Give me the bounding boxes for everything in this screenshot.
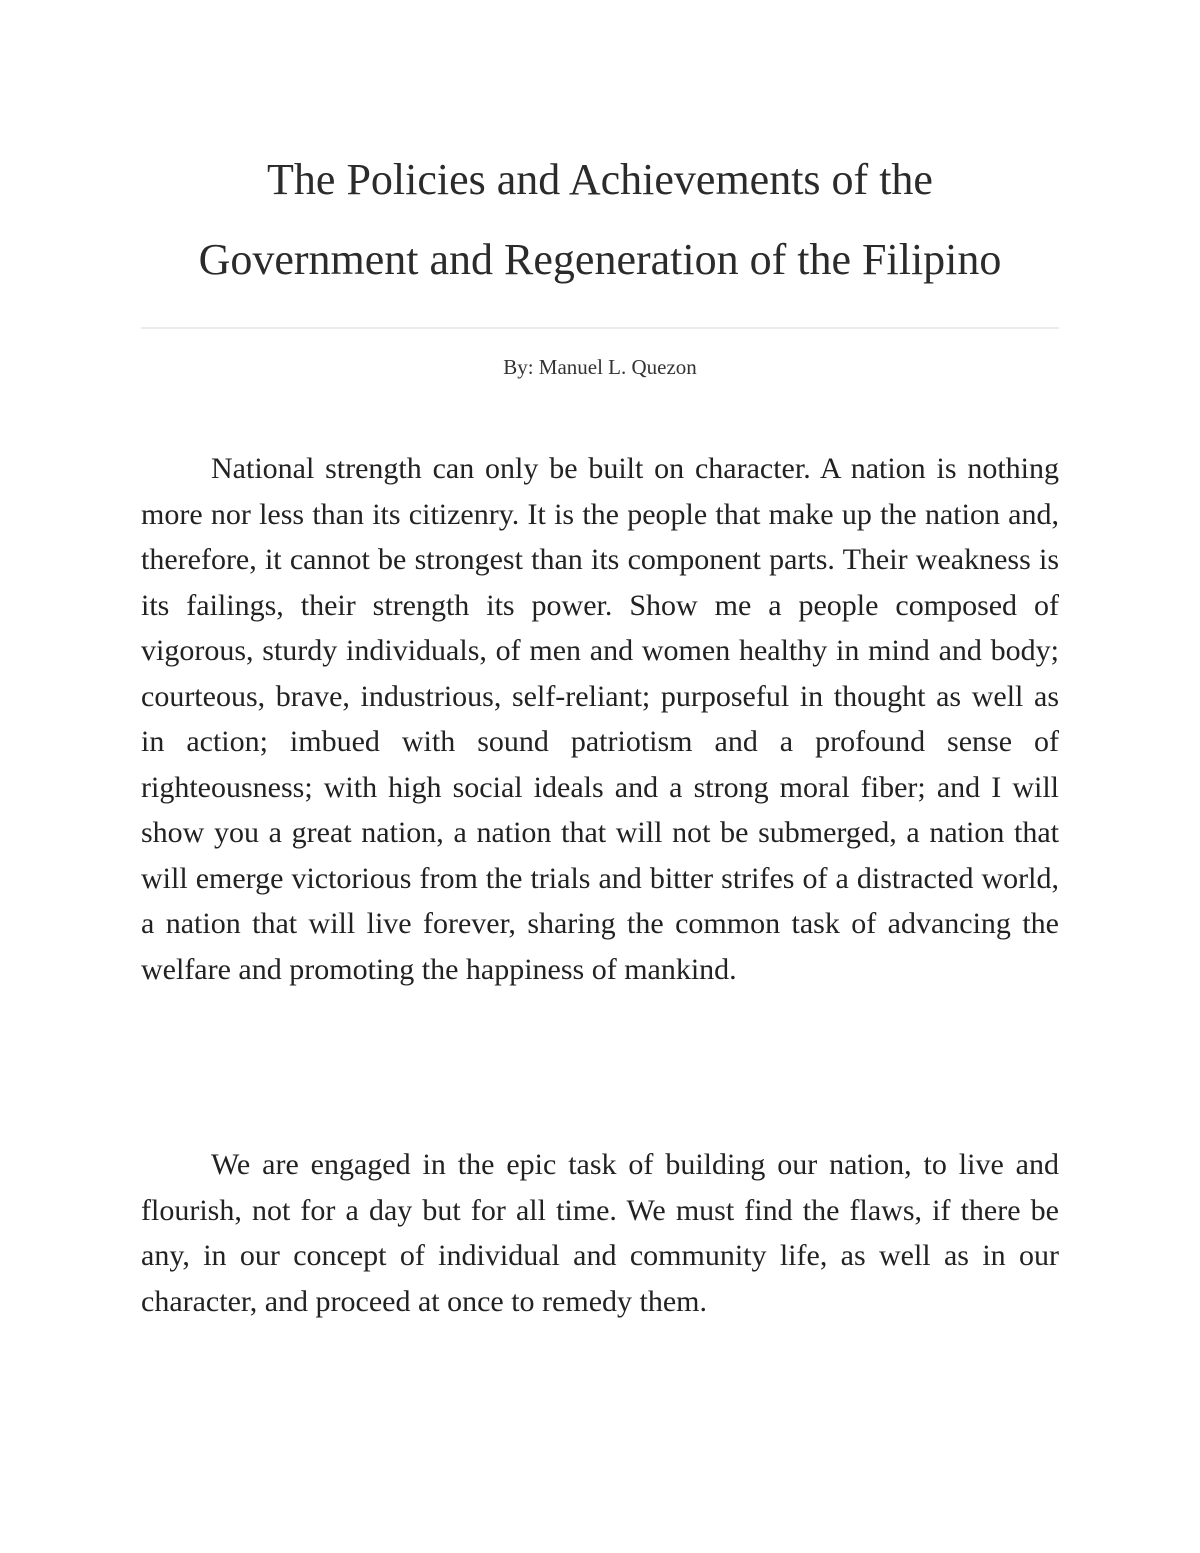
- paragraph-1: National strength can only be built on character. A nation is nothing more nor less than its citizenry. It is the people that make up the nation and, therefore, it cannot be strongest than its component parts. Their weakness is its failings, their strength its power. Show me a people composed of vigorous, sturdy individuals, of men and women healthy in mind and body; courteous, brave, industrious, self-reliant; purposeful in thought as well as in action; imbued with sound patriotism and a profound sense of righteousness; with high social ideals and a strong moral fiber; and I will show you a great nation, a nation that will not be submerged, a nation that will emerge victorious from the trials and bitter strifes of a distracted world, a nation that will live forever, sharing the common task of advancing the welfare and promoting the happiness of mankind.: [141, 452, 1059, 986]
- title-line-1: The Policies and Achievements of the: [267, 155, 933, 204]
- byline: By: Manuel L. Quezon: [503, 355, 697, 379]
- title-line-2: Government and Regeneration of the Filipino: [198, 235, 1002, 284]
- title-divider: [141, 327, 1059, 329]
- paragraph-2: We are engaged in the epic task of building our nation, to live and flourish, not for a day but for all time. We must find the flaws, if there be any, in our concept of individual and community life, as well as in our character, and proceed at once to remedy them.: [141, 1148, 1059, 1318]
- document-title: [141, 140, 1059, 300]
